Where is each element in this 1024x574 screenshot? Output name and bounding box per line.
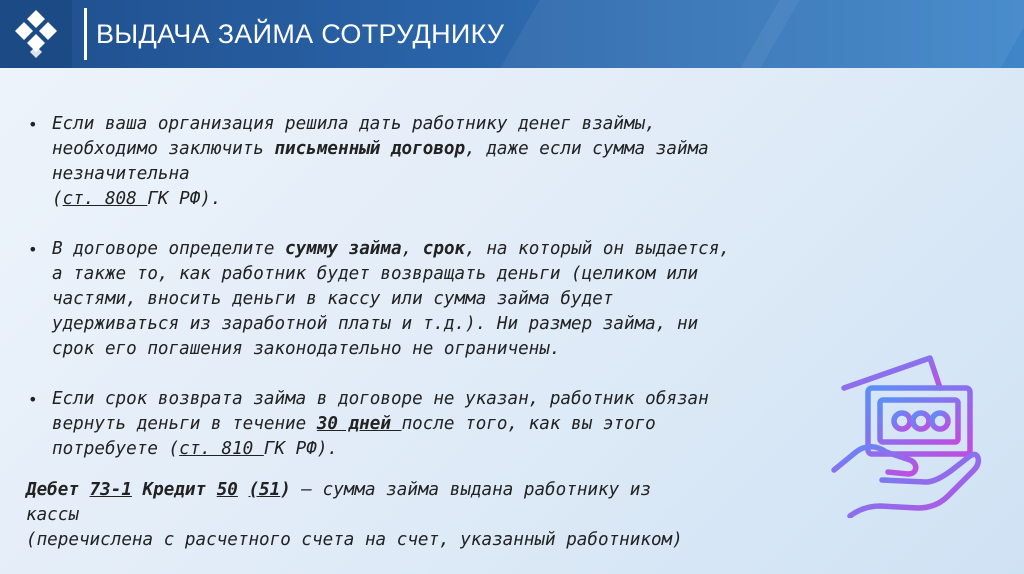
text-span: после того, как вы этого xyxy=(401,414,656,434)
bold-term: письменный договор xyxy=(274,139,466,159)
text-line: Если ваша организация решила дать работнику денег взаймы, xyxy=(52,114,656,134)
law-reference-link[interactable]: ст. 810 xyxy=(179,439,264,459)
text-line xyxy=(52,237,836,262)
law-reference-link[interactable]: ст. 808 xyxy=(62,189,148,209)
text-line xyxy=(52,137,836,162)
slide-content xyxy=(26,112,836,553)
bold-term: срок xyxy=(422,239,466,259)
bullet-marker: • xyxy=(28,115,38,134)
header-divider xyxy=(84,8,87,60)
text-span: , на который он выдается, xyxy=(465,239,730,259)
text-line xyxy=(52,412,836,437)
close-paren: ) xyxy=(280,480,291,500)
text-line: удерживаться из заработной платы и т.д.). Ни размер займа, ни xyxy=(52,314,699,334)
debit-account: 73-1 xyxy=(89,480,132,500)
bullet-marker: • xyxy=(28,240,38,259)
debit-label: Дебет xyxy=(26,480,90,500)
text-line xyxy=(52,187,836,212)
text-span: ГК РФ). xyxy=(263,439,339,459)
text-span: потребуете ( xyxy=(52,439,180,459)
text-span: вернуть деньги в течение xyxy=(52,414,317,434)
hand-money-icon xyxy=(822,348,982,518)
credit-label: Кредит xyxy=(131,480,217,500)
text-span: ГК РФ). xyxy=(147,189,222,209)
bullet-item xyxy=(26,237,836,362)
credit-account-alt: (51 xyxy=(248,480,281,500)
text-line: частями, вносить деньги в кассу или сумма займа будет xyxy=(52,289,614,309)
text-line: кассы xyxy=(26,505,79,525)
logo xyxy=(0,0,72,68)
header-decor-stripe xyxy=(740,0,1024,68)
diamond-logo-icon xyxy=(0,0,72,68)
text-span: , даже если сумма займа xyxy=(465,139,709,159)
text-span: необходимо заключить xyxy=(52,139,275,159)
text-span: В договоре определите xyxy=(52,239,286,259)
page-title: ВЫДАЧА ЗАЙМА СОТРУДНИКУ xyxy=(96,19,505,49)
term-days: 30 дней xyxy=(316,414,402,434)
text-line: срок его погашения законодательно не ограничены. xyxy=(52,339,561,359)
header-bar xyxy=(0,0,1024,68)
text-line xyxy=(52,437,836,462)
text-line xyxy=(26,478,836,503)
text-line: Если срок возврата займа в договоре не указан, работник обязан xyxy=(52,389,709,409)
bullet-item xyxy=(26,112,836,212)
bullet-marker: • xyxy=(28,390,38,409)
text-line: (перечислена с расчетного счета на счет, указанный работником) xyxy=(26,530,683,550)
text-line: а также то, как работник будет возвращать деньги (целиком или xyxy=(52,264,699,284)
bold-term: сумму займа xyxy=(285,239,402,259)
text-span: , xyxy=(401,239,423,259)
text-span: – сумма займа выдана работнику из xyxy=(290,480,651,500)
text-span: ( xyxy=(52,189,63,209)
credit-account: 50 xyxy=(216,480,238,500)
accounting-entry xyxy=(26,478,836,553)
text-line: незначительна xyxy=(52,164,190,184)
bullet-item xyxy=(26,387,836,462)
